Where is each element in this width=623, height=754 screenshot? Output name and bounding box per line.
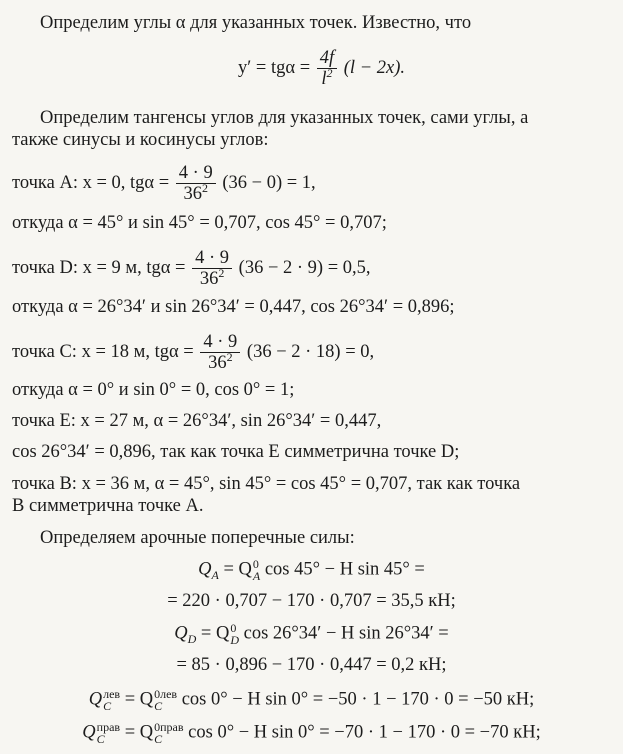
fraction-denominator: $36^2$ [199, 265, 225, 289]
point-d-fraction [192, 248, 232, 289]
point-e-line1: точка E: x = 27 м, α = 26°34′, sin 26°34′ = 0,447, [12, 411, 382, 431]
derivative-fraction [317, 48, 337, 89]
fraction-denominator: $36^2$ [208, 349, 233, 373]
derivative-formula [238, 48, 405, 89]
forces-intro: Определяем арочные поперечные силы: [40, 528, 355, 548]
point-d-angle: откуда α = 26°34′ и sin 26°34′ = 0,447, cos 26°34′ = 0,896; [12, 297, 455, 317]
point-a-angle: откуда α = 45° и sin 45° = 0,707, cos 45° = 0,707; [12, 213, 387, 233]
fraction-numerator: 4 · 9 [192, 248, 232, 269]
qa-calculation: = 220 · 0,707 − 170 · 0,707 = 35,5 кН; [167, 591, 456, 611]
fraction-denominator: $36^2$ [183, 180, 208, 204]
derivative-lhs: y′ = tgα = [238, 57, 311, 78]
qd-calculation: = 85 · 0,896 − 170 · 0,447 = 0,2 кН; [176, 655, 447, 675]
point-c-formula [12, 332, 374, 373]
derivative-rhs: (l − 2x). [343, 57, 406, 78]
intro-line: Определим углы α для указанных точек. Известно, что [40, 13, 472, 33]
qc-right-formula: Q прав C = Q 0прав C cos 0° − H sin 0° = −70 · 1 − 170 · 0 = −70 кН; [82, 720, 541, 746]
point-a-rhs: (36 − 0) = 1, [222, 172, 316, 193]
point-c-angle: откуда α = 0° и sin 0° = 0, cos 0° = 1; [12, 380, 295, 400]
point-a-prefix: точка A: x = 0, tgα = [12, 172, 170, 193]
fraction-numerator: 4 · 9 [176, 163, 216, 184]
fraction-numerator: 4 · 9 [200, 332, 240, 353]
tangent-intro-line1: Определим тангенсы углов для указанных точек, сами углы, а [40, 108, 529, 128]
point-d-formula [12, 248, 371, 289]
derivative-numerator: 4f [317, 48, 337, 69]
tangent-intro-line2: также синусы и косинусы углов: [12, 130, 269, 150]
point-d-rhs: (36 − 2 · 9) = 0,5, [238, 257, 371, 278]
point-e-line2: cos 26°34′ = 0,896, так как точка E симметрична точке D; [12, 442, 460, 462]
qc-left-formula: Q лев C = Q 0лев C cos 0° − H sin 0° = −50 · 1 − 170 · 0 = −50 кН; [88, 687, 535, 713]
point-b-line1: точка B: x = 36 м, α = 45°, sin 45° = cos 45° = 0,707, так как точка [12, 474, 521, 494]
point-c-rhs: (36 − 2 · 18) = 0, [246, 341, 375, 362]
qd-formula: $Q_D = Q$ 0 D cos 26°34′ − H sin 26°34′ = [174, 621, 449, 647]
point-b-line2: B симметрична точке A. [12, 496, 204, 516]
qa-formula: $Q_A = Q$ 0 A cos 45° − H sin 45° = [198, 557, 425, 583]
point-c-fraction [200, 332, 240, 373]
point-c-prefix: точка C: x = 18 м, tgα = [12, 341, 194, 362]
point-a-fraction [176, 163, 216, 204]
point-a-formula [12, 163, 316, 204]
derivative-denominator: $l^2$ [321, 65, 333, 89]
point-d-prefix: точка D: x = 9 м, tgα = [12, 257, 186, 278]
